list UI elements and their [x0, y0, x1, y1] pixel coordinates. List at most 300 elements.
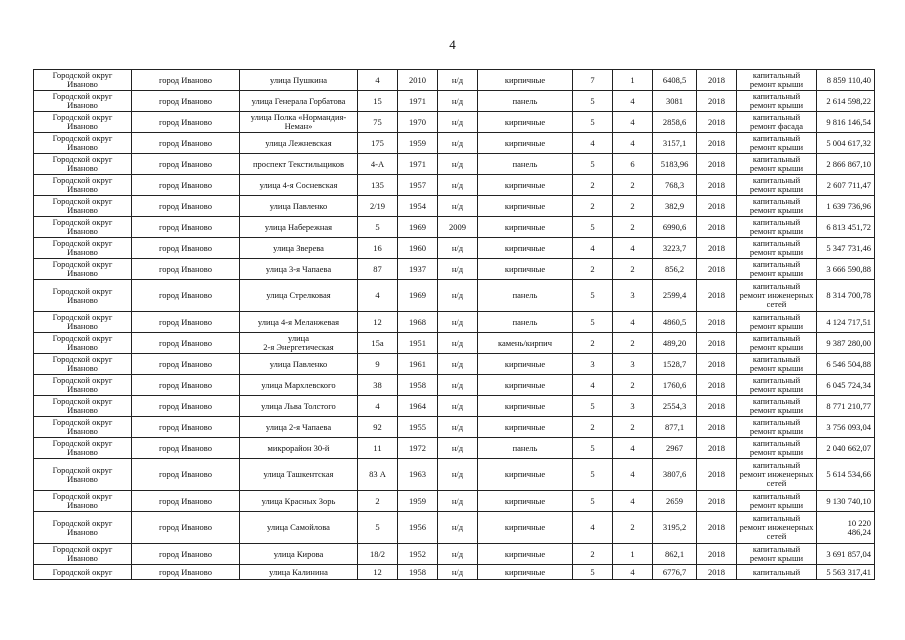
entrances-cell: 4 [613, 91, 653, 112]
street-cell: улица 2-я Энергетическая [240, 333, 358, 354]
plan-year-cell: 2018 [697, 544, 737, 565]
wall-material-cell: кирпичные [478, 217, 573, 238]
table-row [34, 375, 875, 396]
floors-cell: 4 [573, 133, 613, 154]
plan-year-cell: 2018 [697, 217, 737, 238]
municipality-cell: Городской округ Иваново [34, 196, 132, 217]
house-number-cell: 2/19 [358, 196, 398, 217]
city-cell: город Иваново [132, 259, 240, 280]
work-type-cell: капитальный ремонт крыши [737, 259, 817, 280]
city-cell: город Иваново [132, 70, 240, 91]
city-cell: город Иваново [132, 459, 240, 491]
area-cell: 2554,3 [653, 396, 697, 417]
municipality-cell: Городской округ Иваново [34, 354, 132, 375]
year-reconstructed-cell: н/д [438, 375, 478, 396]
plan-year-cell: 2018 [697, 396, 737, 417]
year-built-cell: 1963 [398, 459, 438, 491]
floors-cell: 2 [573, 544, 613, 565]
cost-cell: 5 563 317,41 [817, 565, 875, 580]
city-cell: город Иваново [132, 565, 240, 580]
street-cell: улица Льва Толстого [240, 396, 358, 417]
floors-cell: 5 [573, 491, 613, 512]
wall-material-cell: панель [478, 280, 573, 312]
municipality-cell: Городской округ Иваново [34, 312, 132, 333]
entrances-cell: 6 [613, 154, 653, 175]
house-number-cell: 4 [358, 396, 398, 417]
work-type-cell: капитальный ремонт крыши [737, 91, 817, 112]
municipality-cell: Городской округ Иваново [34, 375, 132, 396]
year-reconstructed-cell: н/д [438, 91, 478, 112]
year-built-cell: 1958 [398, 565, 438, 580]
street-cell: проспект Текстильщиков [240, 154, 358, 175]
work-type-cell: капитальный ремонт крыши [737, 154, 817, 175]
city-cell: город Иваново [132, 112, 240, 133]
house-number-cell: 38 [358, 375, 398, 396]
area-cell: 2967 [653, 438, 697, 459]
house-number-cell: 75 [358, 112, 398, 133]
year-reconstructed-cell: н/д [438, 512, 478, 544]
table-row [34, 354, 875, 375]
house-number-cell: 5 [358, 512, 398, 544]
cost-cell: 2 614 598,22 [817, 91, 875, 112]
cost-cell: 8 314 700,78 [817, 280, 875, 312]
cost-cell: 3 691 857,04 [817, 544, 875, 565]
cost-cell: 5 614 534,66 [817, 459, 875, 491]
floors-cell: 5 [573, 438, 613, 459]
plan-year-cell: 2018 [697, 175, 737, 196]
table-row [34, 133, 875, 154]
cost-cell: 5 004 617,32 [817, 133, 875, 154]
wall-material-cell: кирпичные [478, 112, 573, 133]
year-built-cell: 1955 [398, 417, 438, 438]
municipality-cell: Городской округ Иваново [34, 259, 132, 280]
work-type-cell: капитальный [737, 565, 817, 580]
work-type-cell: капитальный ремонт крыши [737, 217, 817, 238]
work-type-cell: капитальный ремонт крыши [737, 238, 817, 259]
year-built-cell: 1954 [398, 196, 438, 217]
wall-material-cell: камень/кирпич [478, 333, 573, 354]
year-reconstructed-cell: н/д [438, 280, 478, 312]
year-reconstructed-cell: н/д [438, 312, 478, 333]
wall-material-cell: панель [478, 312, 573, 333]
table-row [34, 112, 875, 133]
year-built-cell: 1969 [398, 280, 438, 312]
year-built-cell: 1937 [398, 259, 438, 280]
area-cell: 3223,7 [653, 238, 697, 259]
entrances-cell: 2 [613, 375, 653, 396]
cost-cell: 3 666 590,88 [817, 259, 875, 280]
municipality-cell: Городской округ Иваново [34, 417, 132, 438]
work-type-cell: капитальный ремонт крыши [737, 375, 817, 396]
table-row [34, 175, 875, 196]
street-cell: улица Самойлова [240, 512, 358, 544]
floors-cell: 5 [573, 217, 613, 238]
year-built-cell: 1952 [398, 544, 438, 565]
house-number-cell: 4 [358, 70, 398, 91]
table-row [34, 491, 875, 512]
entrances-cell: 2 [613, 512, 653, 544]
area-cell: 862,1 [653, 544, 697, 565]
street-cell: улица Павленко [240, 196, 358, 217]
year-reconstructed-cell: н/д [438, 238, 478, 259]
wall-material-cell: кирпичные [478, 459, 573, 491]
table-row [34, 217, 875, 238]
year-built-cell: 1959 [398, 133, 438, 154]
cost-cell: 9 816 146,54 [817, 112, 875, 133]
work-type-cell: капитальный ремонт крыши [737, 354, 817, 375]
year-built-cell: 1969 [398, 217, 438, 238]
cost-cell: 3 756 093,04 [817, 417, 875, 438]
city-cell: город Иваново [132, 312, 240, 333]
year-reconstructed-cell: н/д [438, 259, 478, 280]
year-reconstructed-cell: н/д [438, 354, 478, 375]
wall-material-cell: панель [478, 438, 573, 459]
floors-cell: 5 [573, 459, 613, 491]
area-cell: 5183,96 [653, 154, 697, 175]
floors-cell: 4 [573, 375, 613, 396]
entrances-cell: 2 [613, 196, 653, 217]
municipality-cell: Городской округ Иваново [34, 396, 132, 417]
municipality-cell: Городской округ Иваново [34, 91, 132, 112]
entrances-cell: 4 [613, 491, 653, 512]
table-row [34, 544, 875, 565]
municipality-cell: Городской округ Иваново [34, 491, 132, 512]
table-row [34, 565, 875, 580]
year-built-cell: 1961 [398, 354, 438, 375]
street-cell: улица Стрелковая [240, 280, 358, 312]
year-built-cell: 1951 [398, 333, 438, 354]
wall-material-cell: кирпичные [478, 354, 573, 375]
house-number-cell: 92 [358, 417, 398, 438]
area-cell: 2599,4 [653, 280, 697, 312]
work-type-cell: капитальный ремонт крыши [737, 333, 817, 354]
year-built-cell: 1964 [398, 396, 438, 417]
house-number-cell: 2 [358, 491, 398, 512]
cost-cell: 9 387 280,00 [817, 333, 875, 354]
plan-year-cell: 2018 [697, 280, 737, 312]
floors-cell: 3 [573, 354, 613, 375]
year-built-cell: 1971 [398, 91, 438, 112]
year-reconstructed-cell: н/д [438, 154, 478, 175]
entrances-cell: 1 [613, 70, 653, 91]
year-reconstructed-cell: н/д [438, 459, 478, 491]
area-cell: 1528,7 [653, 354, 697, 375]
house-number-cell: 9 [358, 354, 398, 375]
street-cell: улица Кирова [240, 544, 358, 565]
city-cell: город Иваново [132, 417, 240, 438]
entrances-cell: 2 [613, 333, 653, 354]
wall-material-cell: кирпичные [478, 544, 573, 565]
entrances-cell: 4 [613, 459, 653, 491]
municipality-cell: Городской округ Иваново [34, 70, 132, 91]
plan-year-cell: 2018 [697, 375, 737, 396]
entrances-cell: 4 [613, 112, 653, 133]
table-row [34, 396, 875, 417]
area-cell: 1760,6 [653, 375, 697, 396]
wall-material-cell: кирпичные [478, 375, 573, 396]
municipality-cell: Городской округ Иваново [34, 112, 132, 133]
floors-cell: 2 [573, 196, 613, 217]
wall-material-cell: кирпичные [478, 259, 573, 280]
house-number-cell: 12 [358, 565, 398, 580]
wall-material-cell: кирпичные [478, 512, 573, 544]
year-reconstructed-cell: 2009 [438, 217, 478, 238]
municipality-cell: Городской округ Иваново [34, 512, 132, 544]
year-reconstructed-cell: н/д [438, 438, 478, 459]
work-type-cell: капитальный ремонт крыши [737, 491, 817, 512]
area-cell: 6990,6 [653, 217, 697, 238]
housing-repair-table [33, 69, 875, 580]
entrances-cell: 2 [613, 217, 653, 238]
table-row [34, 333, 875, 354]
city-cell: город Иваново [132, 154, 240, 175]
entrances-cell: 4 [613, 133, 653, 154]
city-cell: город Иваново [132, 544, 240, 565]
year-built-cell: 1971 [398, 154, 438, 175]
cost-cell: 9 130 740,10 [817, 491, 875, 512]
municipality-cell: Городской округ Иваново [34, 217, 132, 238]
table-row [34, 438, 875, 459]
wall-material-cell: кирпичные [478, 396, 573, 417]
city-cell: город Иваново [132, 238, 240, 259]
wall-material-cell: кирпичные [478, 238, 573, 259]
municipality-cell: Городской округ Иваново [34, 280, 132, 312]
city-cell: город Иваново [132, 196, 240, 217]
street-cell: улица Мархлевского [240, 375, 358, 396]
year-built-cell: 1957 [398, 175, 438, 196]
cost-cell: 5 347 731,46 [817, 238, 875, 259]
entrances-cell: 2 [613, 175, 653, 196]
year-reconstructed-cell: н/д [438, 544, 478, 565]
page-number: 4 [449, 37, 456, 52]
work-type-cell: капитальный ремонт крыши [737, 70, 817, 91]
entrances-cell: 3 [613, 280, 653, 312]
cost-cell: 4 124 717,51 [817, 312, 875, 333]
plan-year-cell: 2018 [697, 70, 737, 91]
city-cell: город Иваново [132, 491, 240, 512]
house-number-cell: 15а [358, 333, 398, 354]
house-number-cell: 15 [358, 91, 398, 112]
table-row [34, 512, 875, 544]
plan-year-cell: 2018 [697, 133, 737, 154]
year-built-cell: 1970 [398, 112, 438, 133]
entrances-cell: 4 [613, 312, 653, 333]
plan-year-cell: 2018 [697, 196, 737, 217]
city-cell: город Иваново [132, 354, 240, 375]
city-cell: город Иваново [132, 280, 240, 312]
table-row [34, 91, 875, 112]
floors-cell: 4 [573, 238, 613, 259]
plan-year-cell: 2018 [697, 91, 737, 112]
plan-year-cell: 2018 [697, 438, 737, 459]
municipality-cell: Городской округ Иваново [34, 438, 132, 459]
year-built-cell: 1972 [398, 438, 438, 459]
area-cell: 877,1 [653, 417, 697, 438]
table-row [34, 280, 875, 312]
plan-year-cell: 2018 [697, 238, 737, 259]
floors-cell: 2 [573, 175, 613, 196]
floors-cell: 5 [573, 280, 613, 312]
cost-cell: 1 639 736,96 [817, 196, 875, 217]
cost-cell: 10 220 486,24 [817, 512, 875, 544]
floors-cell: 5 [573, 312, 613, 333]
plan-year-cell: 2018 [697, 512, 737, 544]
cost-cell: 2 866 867,10 [817, 154, 875, 175]
year-reconstructed-cell: н/д [438, 196, 478, 217]
area-cell: 2659 [653, 491, 697, 512]
plan-year-cell: 2018 [697, 154, 737, 175]
wall-material-cell: кирпичные [478, 196, 573, 217]
table-row [34, 238, 875, 259]
work-type-cell: капитальный ремонт крыши [737, 175, 817, 196]
wall-material-cell: кирпичные [478, 70, 573, 91]
wall-material-cell: кирпичные [478, 565, 573, 580]
wall-material-cell: панель [478, 91, 573, 112]
entrances-cell: 4 [613, 238, 653, 259]
street-cell: улица Пушкина [240, 70, 358, 91]
floors-cell: 2 [573, 259, 613, 280]
plan-year-cell: 2018 [697, 459, 737, 491]
area-cell: 3807,6 [653, 459, 697, 491]
area-cell: 489,20 [653, 333, 697, 354]
plan-year-cell: 2018 [697, 565, 737, 580]
street-cell: улица Набережная [240, 217, 358, 238]
floors-cell: 4 [573, 512, 613, 544]
year-reconstructed-cell: н/д [438, 175, 478, 196]
cost-cell: 6 045 724,34 [817, 375, 875, 396]
city-cell: город Иваново [132, 333, 240, 354]
year-reconstructed-cell: н/д [438, 133, 478, 154]
street-cell: улица Ташкентская [240, 459, 358, 491]
work-type-cell: капитальный ремонт крыши [737, 133, 817, 154]
area-cell: 382,9 [653, 196, 697, 217]
plan-year-cell: 2018 [697, 333, 737, 354]
cost-cell: 2 607 711,47 [817, 175, 875, 196]
entrances-cell: 1 [613, 544, 653, 565]
work-type-cell: капитальный ремонт крыши [737, 196, 817, 217]
year-built-cell: 1956 [398, 512, 438, 544]
year-reconstructed-cell: н/д [438, 333, 478, 354]
floors-cell: 5 [573, 154, 613, 175]
entrances-cell: 2 [613, 417, 653, 438]
work-type-cell: капитальный ремонт крыши [737, 396, 817, 417]
work-type-cell: капитальный ремонт крыши [737, 544, 817, 565]
street-cell: микрорайон 30-й [240, 438, 358, 459]
wall-material-cell: кирпичные [478, 133, 573, 154]
work-type-cell: капитальный ремонт крыши [737, 438, 817, 459]
year-reconstructed-cell: н/д [438, 417, 478, 438]
area-cell: 6408,5 [653, 70, 697, 91]
work-type-cell: капитальный ремонт фасада [737, 112, 817, 133]
year-reconstructed-cell: н/д [438, 491, 478, 512]
house-number-cell: 4-А [358, 154, 398, 175]
wall-material-cell: кирпичные [478, 491, 573, 512]
wall-material-cell: панель [478, 154, 573, 175]
municipality-cell: Городской округ Иваново [34, 133, 132, 154]
table-row [34, 259, 875, 280]
year-reconstructed-cell: н/д [438, 565, 478, 580]
street-cell: улица Полка «Нормандия- Неман» [240, 112, 358, 133]
city-cell: город Иваново [132, 396, 240, 417]
cost-cell: 8 771 210,77 [817, 396, 875, 417]
year-built-cell: 1958 [398, 375, 438, 396]
table-row [34, 312, 875, 333]
floors-cell: 5 [573, 565, 613, 580]
house-number-cell: 4 [358, 280, 398, 312]
floors-cell: 5 [573, 112, 613, 133]
area-cell: 768,3 [653, 175, 697, 196]
city-cell: город Иваново [132, 91, 240, 112]
house-number-cell: 175 [358, 133, 398, 154]
plan-year-cell: 2018 [697, 259, 737, 280]
street-cell: улица Генерала Горбатова [240, 91, 358, 112]
municipality-cell: Городской округ Иваново [34, 459, 132, 491]
street-cell: улица 4-я Сосневская [240, 175, 358, 196]
floors-cell: 2 [573, 417, 613, 438]
area-cell: 856,2 [653, 259, 697, 280]
cost-cell: 6 813 451,72 [817, 217, 875, 238]
city-cell: город Иваново [132, 133, 240, 154]
municipality-cell: Городской округ Иваново [34, 238, 132, 259]
area-cell: 4860,5 [653, 312, 697, 333]
floors-cell: 2 [573, 333, 613, 354]
table-row [34, 196, 875, 217]
floors-cell: 5 [573, 396, 613, 417]
street-cell: улица Зверева [240, 238, 358, 259]
house-number-cell: 16 [358, 238, 398, 259]
table-row [34, 154, 875, 175]
wall-material-cell: кирпичные [478, 175, 573, 196]
year-built-cell: 1959 [398, 491, 438, 512]
area-cell: 3081 [653, 91, 697, 112]
city-cell: город Иваново [132, 375, 240, 396]
municipality-cell: Городской округ Иваново [34, 154, 132, 175]
wall-material-cell: кирпичные [478, 417, 573, 438]
house-number-cell: 83 А [358, 459, 398, 491]
city-cell: город Иваново [132, 512, 240, 544]
table-row [34, 417, 875, 438]
work-type-cell: капитальный ремонт инженерных сетей [737, 512, 817, 544]
cost-cell: 6 546 504,88 [817, 354, 875, 375]
municipality-cell: Городской округ Иваново [34, 175, 132, 196]
house-number-cell: 18/2 [358, 544, 398, 565]
house-number-cell: 135 [358, 175, 398, 196]
street-cell: улица Калинина [240, 565, 358, 580]
year-reconstructed-cell: н/д [438, 396, 478, 417]
work-type-cell: капитальный ремонт крыши [737, 417, 817, 438]
street-cell: улица 4-я Меланжевая [240, 312, 358, 333]
work-type-cell: капитальный ремонт инженерных сетей [737, 459, 817, 491]
city-cell: город Иваново [132, 438, 240, 459]
street-cell: улица Лежневская [240, 133, 358, 154]
house-number-cell: 5 [358, 217, 398, 238]
area-cell: 6776,7 [653, 565, 697, 580]
table-body [34, 70, 875, 580]
house-number-cell: 12 [358, 312, 398, 333]
plan-year-cell: 2018 [697, 417, 737, 438]
table-row [34, 459, 875, 491]
city-cell: город Иваново [132, 217, 240, 238]
municipality-cell: Городской округ Иваново [34, 544, 132, 565]
entrances-cell: 2 [613, 259, 653, 280]
street-cell: улица 2-я Чапаева [240, 417, 358, 438]
plan-year-cell: 2018 [697, 112, 737, 133]
entrances-cell: 3 [613, 396, 653, 417]
plan-year-cell: 2018 [697, 354, 737, 375]
area-cell: 3195,2 [653, 512, 697, 544]
entrances-cell: 4 [613, 565, 653, 580]
floors-cell: 5 [573, 91, 613, 112]
